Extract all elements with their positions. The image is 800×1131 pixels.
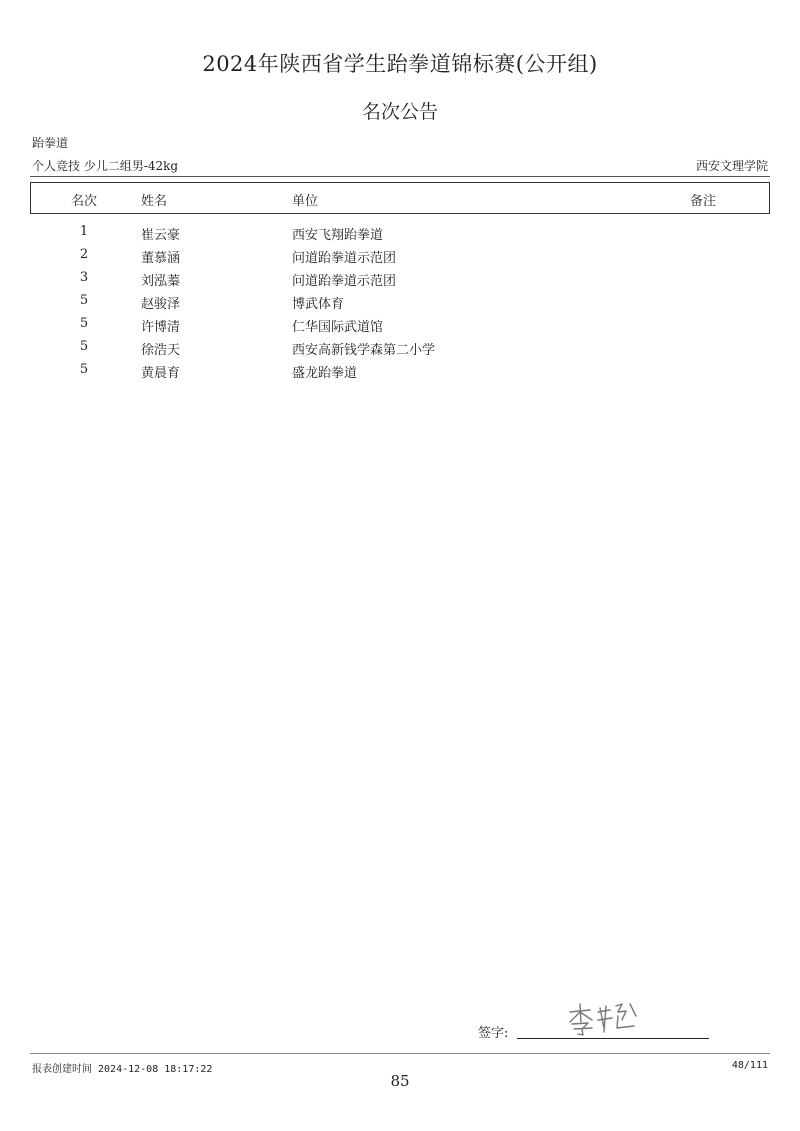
page-ratio: 48/111 (731, 1060, 768, 1071)
table-row (0, 339, 800, 359)
column-header-rank: 名次 (71, 194, 98, 209)
name-cell: 刘泓蓁 (141, 274, 181, 289)
table-row (0, 316, 800, 336)
unit-cell: 仁华国际武道馆 (292, 320, 384, 335)
name-cell: 黄晨育 (141, 366, 181, 381)
rank-cell: 5 (79, 293, 89, 308)
unit-cell: 西安飞翔跆拳道 (292, 228, 384, 243)
unit-cell: 博武体育 (292, 297, 345, 312)
top-divider (30, 176, 770, 177)
venue-label: 西安文理学院 (695, 159, 768, 173)
handwritten-signature (560, 998, 650, 1038)
sport-label: 跆拳道 (32, 136, 69, 150)
rank-cell: 5 (79, 362, 89, 377)
table-row (0, 247, 800, 267)
column-header-name: 姓名 (141, 194, 168, 209)
unit-cell: 盛龙跆拳道 (292, 366, 358, 381)
footer-divider (30, 1053, 770, 1054)
rank-cell: 3 (79, 270, 89, 285)
report-created-time: 报表创建时间 2024-12-08 18:17:22 (32, 1064, 213, 1075)
name-cell: 崔云豪 (141, 228, 181, 243)
column-header-unit: 单位 (292, 194, 319, 209)
unit-cell: 问道跆拳道示范团 (292, 251, 397, 266)
signature-label: 签字: (478, 1026, 509, 1041)
table-row (0, 293, 800, 313)
name-cell: 徐浩天 (141, 343, 181, 358)
page-title: 2024年陕西省学生跆拳道锦标赛(公开组) (202, 52, 598, 76)
table-header (30, 182, 770, 214)
table-row (0, 224, 800, 244)
name-cell: 赵骏泽 (141, 297, 181, 312)
table-row (0, 362, 800, 382)
unit-cell: 西安高新钱学森第二小学 (292, 343, 436, 358)
page-number: 85 (390, 1072, 410, 1090)
name-cell: 董慕涵 (141, 251, 181, 266)
event-label: 个人竞技 少儿二组男-42kg (32, 159, 179, 173)
rank-cell: 5 (79, 339, 89, 354)
name-cell: 许博清 (141, 320, 181, 335)
rank-cell: 1 (79, 224, 89, 239)
rank-cell: 5 (79, 316, 89, 331)
column-header-note: 备注 (690, 194, 717, 209)
rank-cell: 2 (79, 247, 89, 262)
signature-line (517, 1038, 709, 1039)
unit-cell: 问道跆拳道示范团 (292, 274, 397, 289)
page-subtitle: 名次公告 (361, 101, 438, 123)
table-row (0, 270, 800, 290)
